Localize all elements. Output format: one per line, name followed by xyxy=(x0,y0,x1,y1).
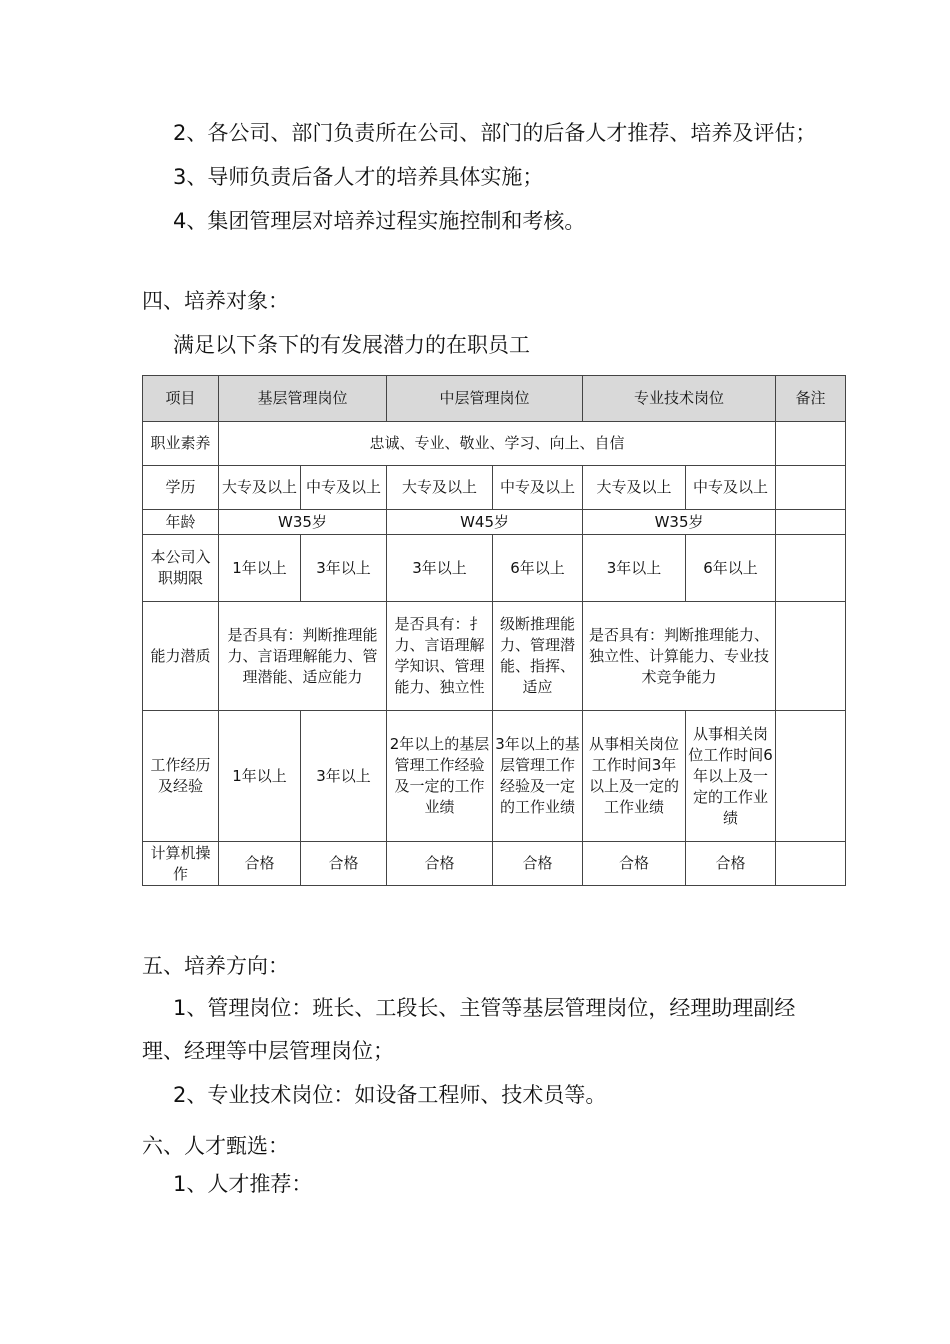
header-remarks: 备注 xyxy=(776,376,846,422)
table-cell: 合格 xyxy=(493,842,583,886)
table-cell: 中专及以上 xyxy=(301,466,387,510)
table-cell: 从事相关岗位工作时间3年以上及一定的工作业绩 xyxy=(583,711,686,842)
remarks-cell xyxy=(776,422,846,466)
table-cell: 1年以上 xyxy=(219,711,301,842)
section5-heading: 五、培养方向： xyxy=(142,954,289,978)
table-cell: 合格 xyxy=(301,842,387,886)
header-item: 项目 xyxy=(143,376,219,422)
section4-heading: 四、培养对象： xyxy=(142,289,289,313)
row-label: 职业素养 xyxy=(143,422,219,466)
table-row-education xyxy=(143,466,846,510)
table-cell: W35岁 xyxy=(583,510,776,535)
table-row-age xyxy=(143,510,846,535)
table-cell: 合格 xyxy=(219,842,301,886)
row-label: 计算机操作 xyxy=(143,842,219,886)
table-cell: 大专及以上 xyxy=(219,466,301,510)
section6-heading: 六、人才甄选： xyxy=(142,1134,289,1158)
header-technical: 专业技术岗位 xyxy=(583,376,776,422)
table-cell: 是否具有：扌力、言语理解学知识、管理能力、独立性 xyxy=(387,602,493,711)
remarks-cell xyxy=(776,535,846,602)
table-cell: 3年以上的基层管理工作经验及一定的工作业绩 xyxy=(493,711,583,842)
remarks-cell xyxy=(776,711,846,842)
table-cell: 6年以上 xyxy=(493,535,583,602)
table-row-tenure xyxy=(143,535,846,602)
table-row-experience xyxy=(143,711,846,842)
table-cell: 3年以上 xyxy=(583,535,686,602)
section5-item-1-line-2: 理、经理等中层管理岗位； xyxy=(142,1039,394,1063)
section4-intro: 满足以下条下的有发展潜力的在职员工 xyxy=(173,333,530,357)
table-cell: W35岁 xyxy=(219,510,387,535)
section3-item-3: 3、导师负责后备人才的培养具体实施； xyxy=(173,165,544,189)
section5-item-1-line-1: 1、管理岗位：班长、工段长、主管等基层管理岗位，经理助理副经 xyxy=(173,996,796,1020)
table-cell: 级断推理能力、管理潜能、指挥、适应 xyxy=(493,602,583,711)
table-cell: W45岁 xyxy=(387,510,583,535)
table-cell: 2年以上的基层管理工作经验及一定的工作业绩 xyxy=(387,711,493,842)
table-cell: 3年以上 xyxy=(387,535,493,602)
table-row-computer xyxy=(143,842,846,886)
remarks-cell xyxy=(776,602,846,711)
section6-item-1: 1、人才推荐： xyxy=(173,1172,313,1196)
section5-item-2: 2、专业技术岗位：如设备工程师、技术员等。 xyxy=(173,1083,607,1107)
row-label: 工作经历及经验 xyxy=(143,711,219,842)
table-cell: 中专及以上 xyxy=(493,466,583,510)
row-label: 本公司入职期限 xyxy=(143,535,219,602)
table-cell: 忠诚、专业、敬业、学习、向上、自信 xyxy=(219,422,776,466)
row-label: 年龄 xyxy=(143,510,219,535)
table-cell: 3年以上 xyxy=(301,711,387,842)
section3-item-2: 2、各公司、部门负责所在公司、部门的后备人才推荐、培养及评估； xyxy=(173,121,817,145)
header-mid-management: 中层管理岗位 xyxy=(387,376,583,422)
table-cell: 大专及以上 xyxy=(583,466,686,510)
candidate-criteria-table xyxy=(142,375,846,886)
table-cell: 中专及以上 xyxy=(686,466,776,510)
table-cell: 6年以上 xyxy=(686,535,776,602)
table-cell: 是否具有：判断推理能力、独立性、计算能力、专业技术竞争能力 xyxy=(583,602,776,711)
remarks-cell xyxy=(776,842,846,886)
section3-item-4: 4、集团管理层对培养过程实施控制和考核。 xyxy=(173,209,586,233)
header-basic-management: 基层管理岗位 xyxy=(219,376,387,422)
table-header-row xyxy=(143,376,846,422)
row-label: 能力潜质 xyxy=(143,602,219,711)
row-label: 学历 xyxy=(143,466,219,510)
table-cell: 从事相关岗位工作时间6年以上及一定的工作业绩 xyxy=(686,711,776,842)
table-row-ability xyxy=(143,602,846,711)
table-cell: 大专及以上 xyxy=(387,466,493,510)
table-cell: 合格 xyxy=(583,842,686,886)
table-cell: 3年以上 xyxy=(301,535,387,602)
table-cell: 合格 xyxy=(387,842,493,886)
table-cell: 是否具有：判断推理能力、言语理解能力、管理潜能、适应能力 xyxy=(219,602,387,711)
table-row-quality xyxy=(143,422,846,466)
table-cell: 1年以上 xyxy=(219,535,301,602)
remarks-cell xyxy=(776,510,846,535)
table-cell: 合格 xyxy=(686,842,776,886)
remarks-cell xyxy=(776,466,846,510)
